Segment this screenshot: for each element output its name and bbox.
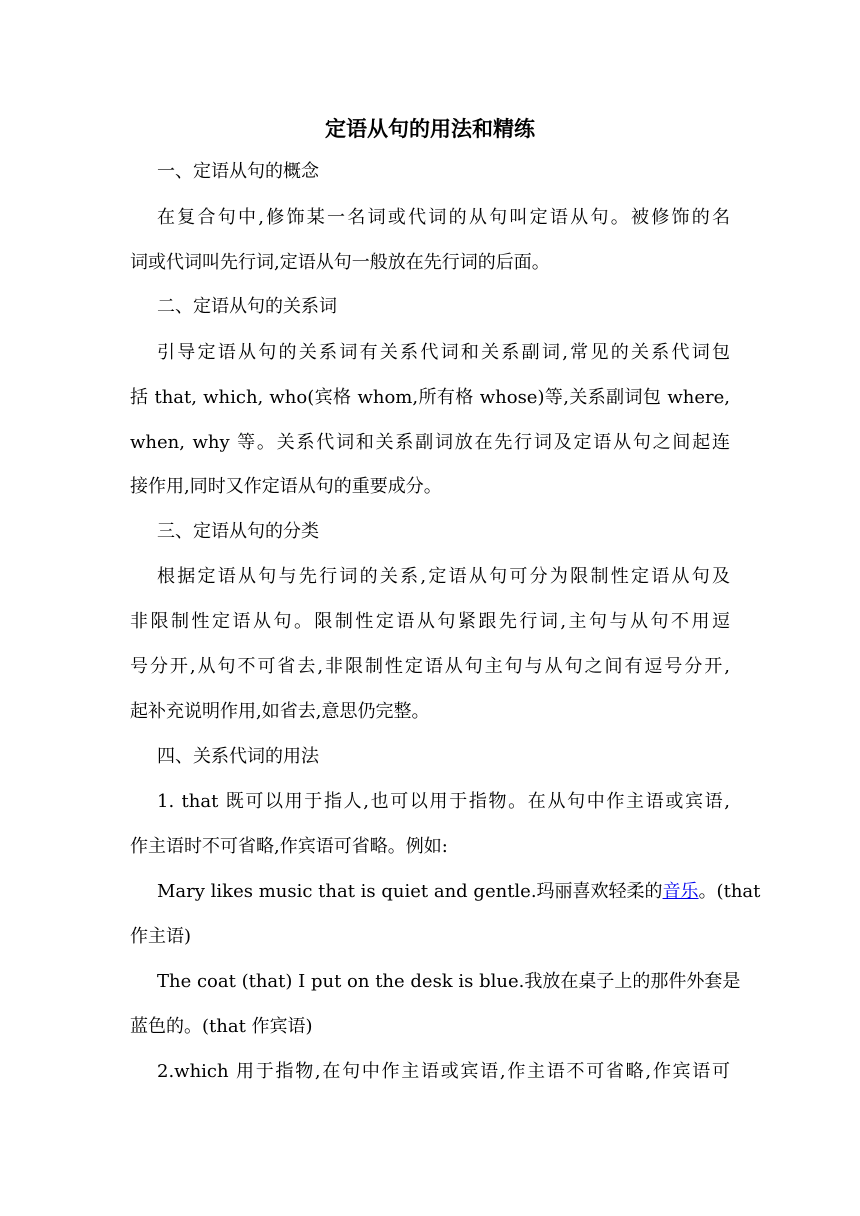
paragraph-line: 1. that 既可以用于指人,也可以用于指物。在从句中作主语或宾语, <box>157 791 730 812</box>
example-text: Mary likes music that is quiet and gentle.玛丽喜欢轻柔的 <box>157 881 663 902</box>
paragraph-line: when, why 等。关系代词和关系副词放在先行词及定语从句之间起连 <box>130 432 730 453</box>
example-text: 。(that <box>698 881 761 902</box>
paragraph-line: 引导定语从句的关系词有关系代词和关系副词,常见的关系代词包 <box>157 342 730 363</box>
paragraph-line: 2.which 用于指物,在句中作主语或宾语,作主语不可省略,作宾语可 <box>157 1061 730 1082</box>
paragraph-line: 根据定语从句与先行词的关系,定语从句可分为限制性定语从句及 <box>157 566 730 587</box>
paragraph-line: 起补充说明作用,如省去,意思仍完整。 <box>130 701 430 722</box>
paragraph-line: 括 that, which, who(宾格 whom,所有格 whose)等,关系副词包 where, <box>130 387 730 408</box>
example-line <box>157 879 761 905</box>
document-title: 定语从句的用法和精练 <box>325 117 535 141</box>
music-link[interactable]: 音乐 <box>662 881 699 902</box>
section-heading-pronouns: 四、关系代词的用法 <box>157 746 319 767</box>
paragraph-line: 号分开,从句不可省去,非限制性定语从句主句与从句之间有逗号分开, <box>130 656 730 677</box>
section-heading-types: 三、定语从句的分类 <box>157 521 319 542</box>
paragraph-line: 非限制性定语从句。限制性定语从句紧跟先行词,主句与从句不用逗 <box>130 611 730 632</box>
paragraph-line: 在复合句中,修饰某一名词或代词的从句叫定语从句。被修饰的名 <box>157 207 730 228</box>
example-line: 作主语) <box>130 926 192 947</box>
example-line: The coat (that) I put on the desk is blue.我放在桌子上的那件外套是 <box>157 971 741 992</box>
section-heading-concept: 一、定语从句的概念 <box>157 161 319 182</box>
paragraph-line: 作主语时不可省略,作宾语可省略。例如: <box>130 836 448 857</box>
example-line: 蓝色的。(that 作宾语) <box>130 1016 313 1037</box>
section-heading-relatives: 二、定语从句的关系词 <box>157 296 337 317</box>
paragraph-line: 词或代词叫先行词,定语从句一般放在先行词的后面。 <box>130 252 550 273</box>
paragraph-line: 接作用,同时又作定语从句的重要成分。 <box>130 476 442 497</box>
